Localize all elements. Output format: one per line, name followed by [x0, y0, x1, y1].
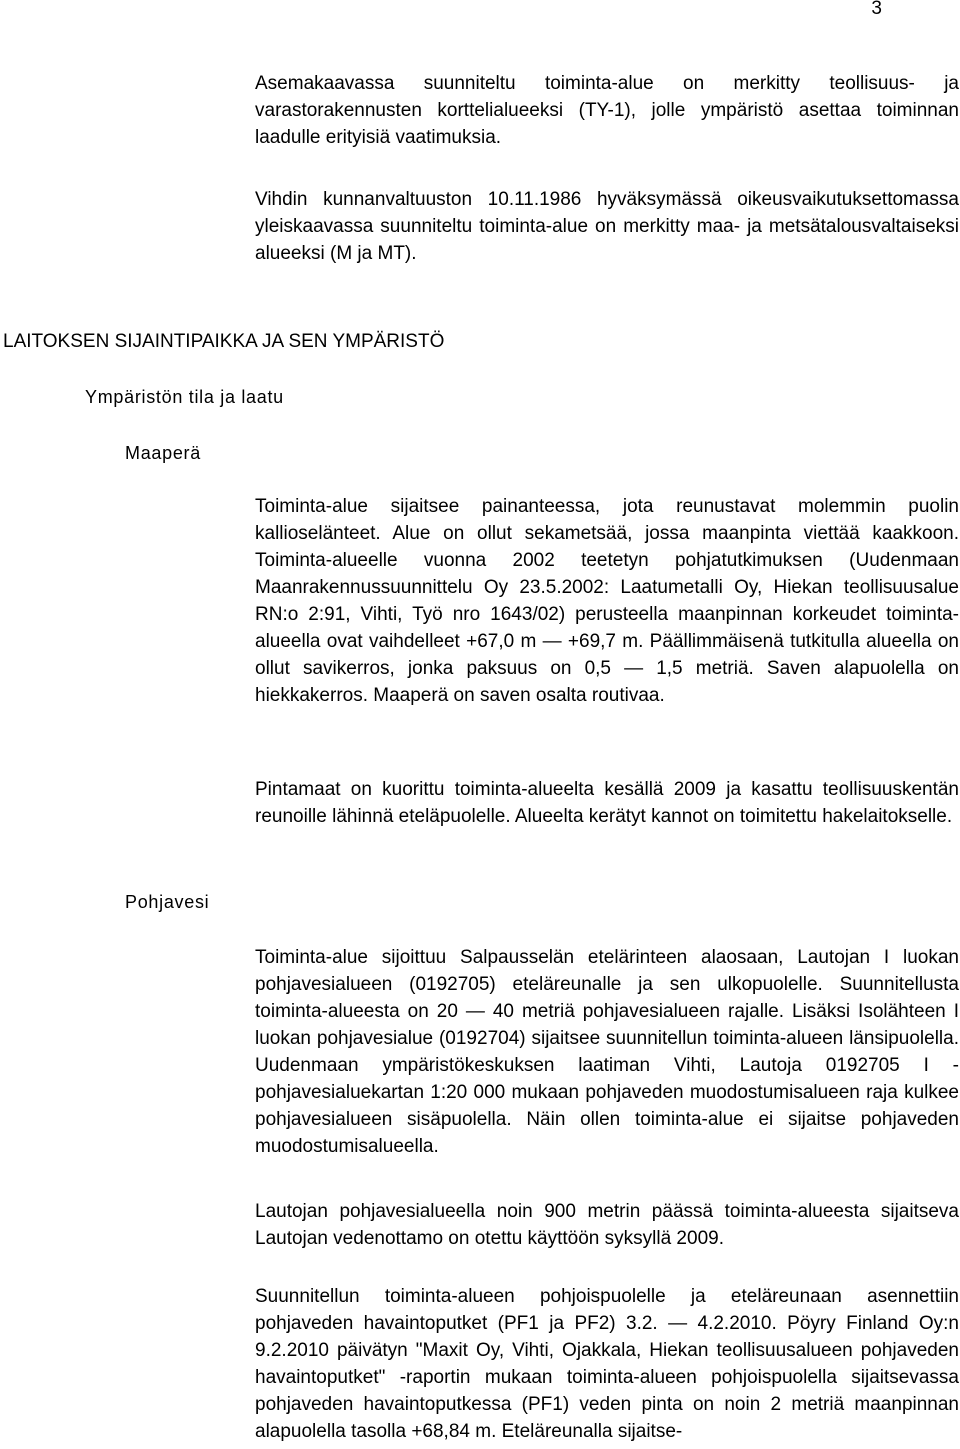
maapera-heading: Maaperä — [125, 443, 201, 463]
section-title: LAITOKSEN SIJAINTIPAIKKA JA SEN YMPÄRISTÖ — [3, 331, 445, 352]
pohjavesi-paragraph-1: Toiminta-alue sijoittuu Salpausselän etelärinteen alaosaan, Lautojan I luokan pohjavesialueen (0192705) eteläreunalle ja sen ulkopuolelle. Suunnitellusta toiminta-alueesta on 20 — 40 metriä pohjavesialueen rajalle. Lisäksi Isolähteen I luokan pohjavesialue (0192704) sijaitsee suunnitellun toiminta-alueen länsipuolella. Uudenmaan ympäristökeskuksen laatiman Vihti, Lautoja 0192705 I -pohjavesialuekartan 1:20 000 mukaan pohjaveden muodostumisalueen raja kulkee pohjavesialueen sisäpuolella. Näin ollen toiminta-alue ei sijaitse pohjaveden muodostumisalueella. — [255, 947, 959, 1157]
section-subtitle: Ympäristön tila ja laatu — [85, 387, 284, 407]
maapera-paragraph-1: Toiminta-alue sijaitsee painanteessa, jota reunustavat molemmin puolin kallioselänteet. Alue on ollut sekametsää, jossa maanpinta viettää kaakkoon. Toiminta-alueelle vuonna 2002 teetetyn pohjatutkimuksen (Uudenmaan Maanrakennussuunnittelu Oy 23.5.2002: Laatumetalli Oy, Hiekan teollisuusalue RN:o 2:91, Vihti, Työ nro 1643/02) perusteella maanpinnan korkeudet toiminta-alueella ovat vaihdelleet +67,0 m — +69,7 m. Päällimmäisenä tutkitulla alueella on ollut savikerros, jonka paksuus on 0,5 — 1,5 metriä. Saven alapuolella on hiekkakerros. Maaperä on saven osalta routivaa. — [255, 496, 959, 706]
maapera-paragraph-2: Pintamaat on kuorittu toiminta-alueelta kesällä 2009 ja kasattu teollisuuskentän reunoille lähinnä eteläpuolelle. Alueelta kerätyt kannot on toimitettu hakelaitokselle. — [255, 779, 959, 827]
pohjavesi-heading: Pohjavesi — [125, 892, 210, 912]
pohjavesi-paragraph-2: Lautojan pohjavesialueella noin 900 metrin päässä toiminta-alueesta sijaitseva Lautojan vedenottamo on otettu käyttöön syksyllä 2009. — [255, 1201, 959, 1249]
pohjavesi-paragraph-3: Suunnitellun toiminta-alueen pohjoispuolelle ja eteläreunaan asennettiin pohjaveden havaintoputket (PF1 ja PF2) 3.2. — 4.2.2010. Pöyry Finland Oy:n 9.2.2010 päivätyn "Maxit Oy, Vihti, Ojakkala, Hiekan teollisuusalueen pohjaveden havaintoputket" -raportin mukaan toiminta-alueen pohjoispuolella sijaitsevassa pohjaveden havaintoputkessa (PF1) veden pinta on noin 2 metriä maanpinnan alapuolella tasolla +68,84 m. Eteläreunalla sijaitse- — [255, 1286, 959, 1442]
page-number: 3 — [871, 0, 882, 19]
intro-paragraph-1: Asemakaavassa suunniteltu toiminta-alue on merkitty teollisuus- ja varastorakennusten korttelialueeksi (TY-1), jolle ympäristö asettaa toiminnan laadulle erityisiä vaatimuksia. — [255, 73, 959, 148]
intro-paragraph-2: Vihdin kunnanvaltuuston 10.11.1986 hyväksymässä oikeusvaikutuksettomassa yleiskaavassa suunniteltu toiminta-alue on merkitty maa- ja metsätalousvaltaiseksi alueeksi (M ja MT). — [255, 189, 959, 264]
